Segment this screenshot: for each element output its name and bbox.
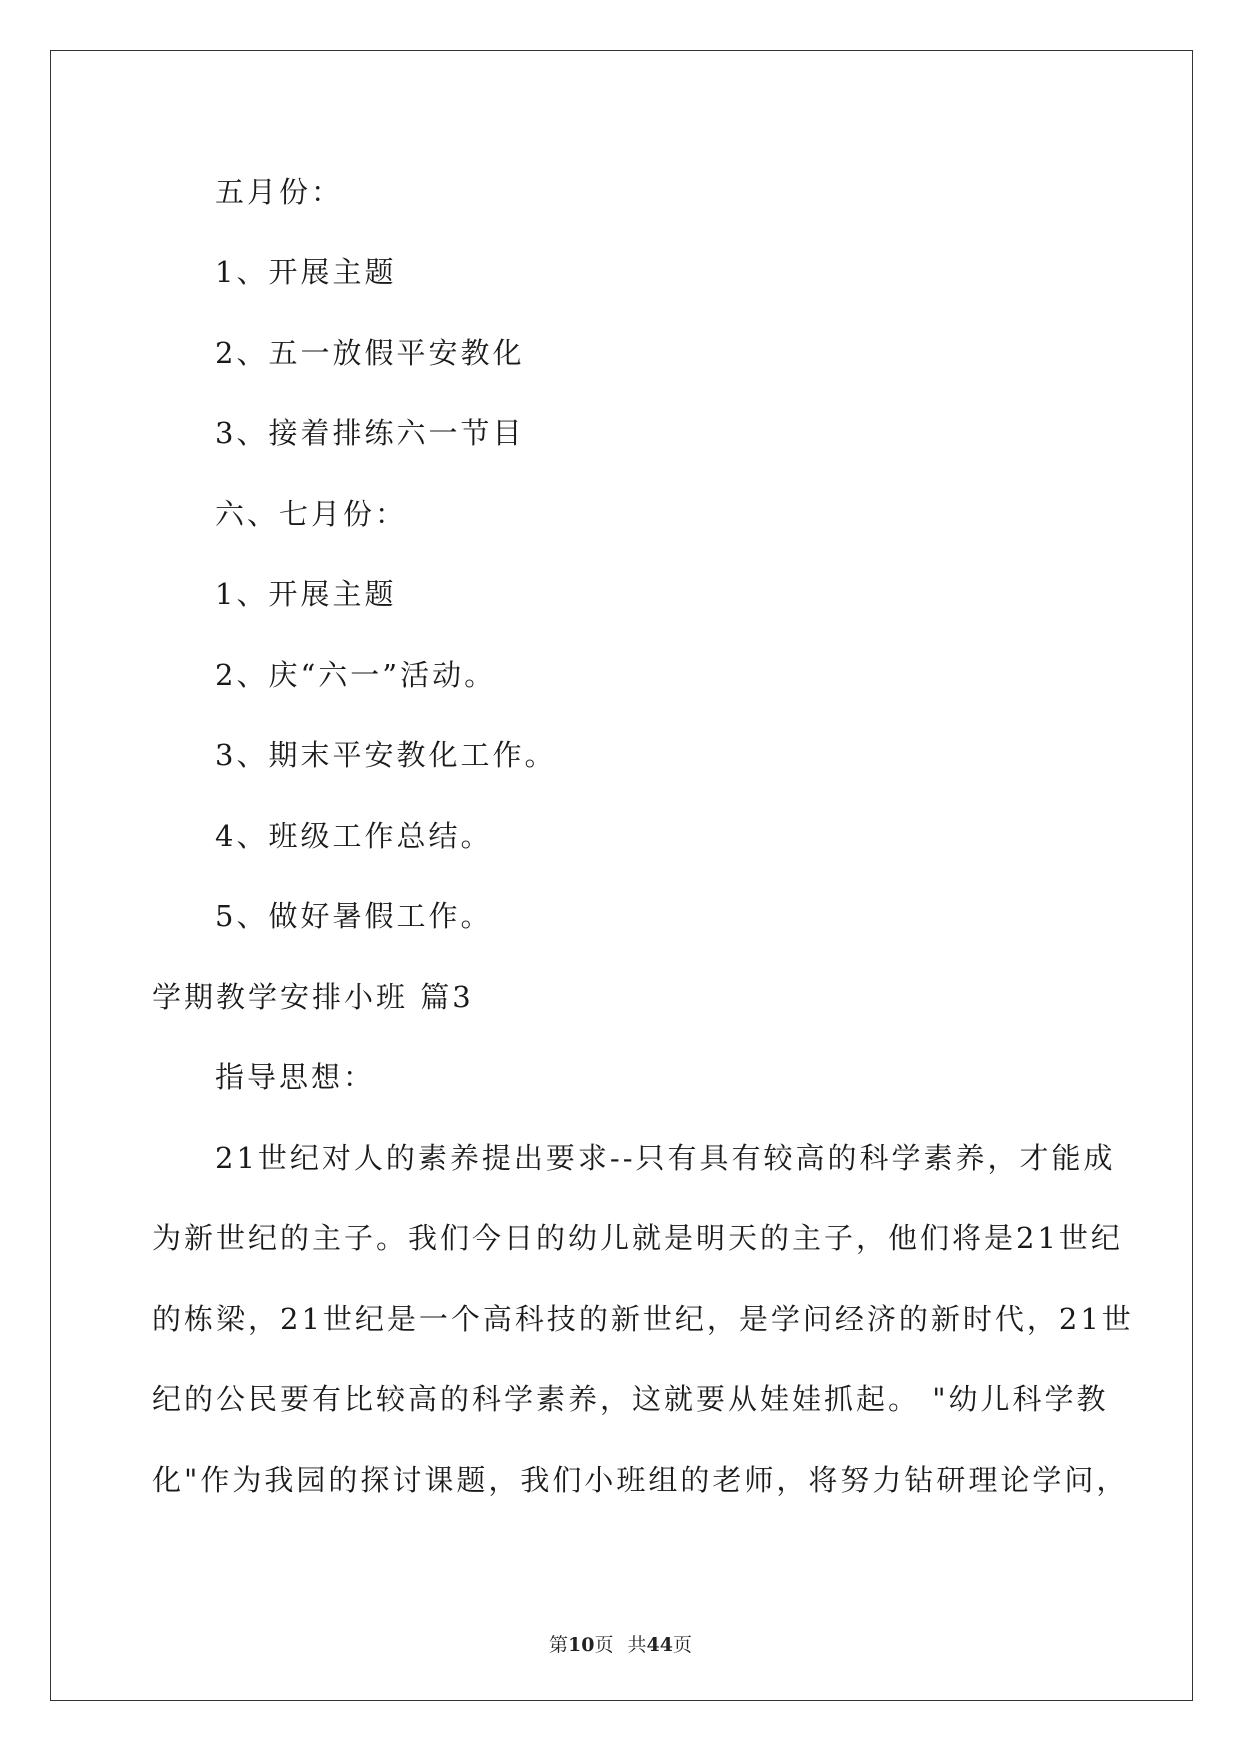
list-item: 1、开展主题 [215,577,397,611]
list-item: 4、班级工作总结。 [215,819,493,853]
body-text-line: 21世纪对人的素养提出要求--只有具有较高的科学素养，才能成 [215,1141,1116,1175]
month-heading-may: 五月份： [215,175,344,209]
footer-total-suffix: 页 [672,1634,692,1656]
body-text-line: 的栋梁，21世纪是一个高科技的新世纪，是学问经济的新时代，21世 [152,1302,1134,1336]
total-pages-number: 44 [646,1634,673,1656]
body-text-line: 纪的公民要有比较高的科学素养，这就要从娃娃抓起。 "幼儿科学教 [152,1382,1109,1416]
current-page-number: 10 [568,1634,595,1656]
list-item: 2、五一放假平安教化 [215,336,525,370]
list-item: 3、期末平安教化工作。 [215,738,557,772]
footer-prefix: 第 [549,1634,569,1656]
page-border [50,50,1193,1701]
list-item: 1、开展主题 [215,255,397,289]
body-text-line: 化"作为我园的探讨课题，我们小班组的老师，将努力钻研理论学问， [152,1463,1129,1497]
list-item: 2、庆“六一”活动。 [215,658,497,692]
footer-total-prefix: 共 [627,1634,647,1656]
month-heading-june-july: 六、七月份： [215,497,408,531]
section-title: 学期教学安排小班 篇3 [152,980,474,1014]
page-footer [0,1630,1241,1657]
footer-page-suffix: 页 [594,1634,614,1656]
body-text-line: 为新世纪的主子。我们今日的幼儿就是明天的主子，他们将是21世纪 [152,1221,1123,1255]
list-item: 5、做好暑假工作。 [215,899,493,933]
subheading-guiding-idea: 指导思想： [215,1060,376,1094]
list-item: 3、接着排练六一节目 [215,416,525,450]
